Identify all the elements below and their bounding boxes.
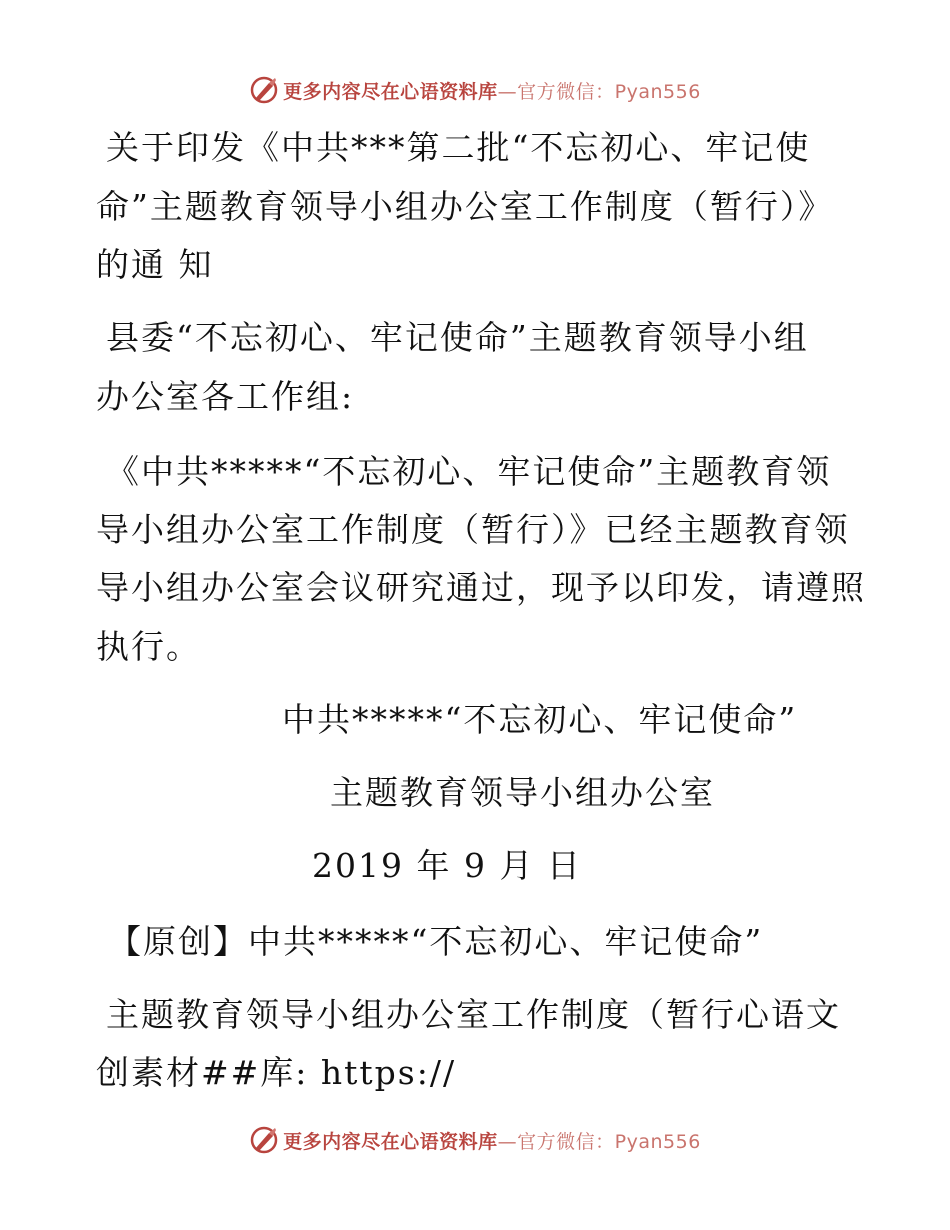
watermark-main-text: 更多内容尽在心语资料库: [283, 1130, 498, 1153]
watermark-sub-text: —官方微信：Pyan556: [497, 80, 701, 103]
header-watermark-banner: [0, 72, 950, 108]
signature-org-line-1: 中共*****“不忘初心、牢记使命”: [282, 700, 798, 739]
signature-org-line-2: 主题教育领导小组办公室: [330, 773, 715, 812]
body-line-3: 导小组办公室会议研究通过，现予以印发，请遵照: [96, 568, 866, 607]
footer-watermark-banner: [0, 1122, 950, 1158]
recipient-line-2: 办公室各工作组:: [96, 377, 355, 416]
title-line-2: 命”主题教育领导小组办公室工作制度（暂行）》: [96, 187, 834, 226]
quill-pen-icon: [249, 75, 279, 105]
signature-date: 2019 年 9 月 日: [312, 846, 582, 885]
section-heading-line-3: 创素材##库: https://: [96, 1053, 457, 1092]
watermark-sub-text: —官方微信：Pyan556: [497, 1130, 701, 1153]
title-line-3: 的通 知: [96, 245, 214, 284]
body-line-2: 导小组办公室工作制度（暂行）》已经主题教育领: [96, 510, 850, 549]
body-line-1: 《中共*****“不忘初心、牢记使命”主题教育领: [106, 452, 832, 491]
recipient-line-1: 县委“不忘初心、牢记使命”主题教育领导小组: [106, 318, 809, 357]
section-heading-line-2: 主题教育领导小组办公室工作制度（暂行心语文: [106, 995, 841, 1034]
body-line-4: 执行。: [96, 627, 201, 666]
quill-pen-icon: [249, 1125, 279, 1155]
watermark-main-text: 更多内容尽在心语资料库: [283, 80, 498, 103]
title-line-1: 关于印发《中共***第二批“不忘初心、牢记使: [106, 128, 811, 167]
section-heading-line-1: 【原创】中共*****“不忘初心、牢记使命”: [108, 922, 764, 961]
